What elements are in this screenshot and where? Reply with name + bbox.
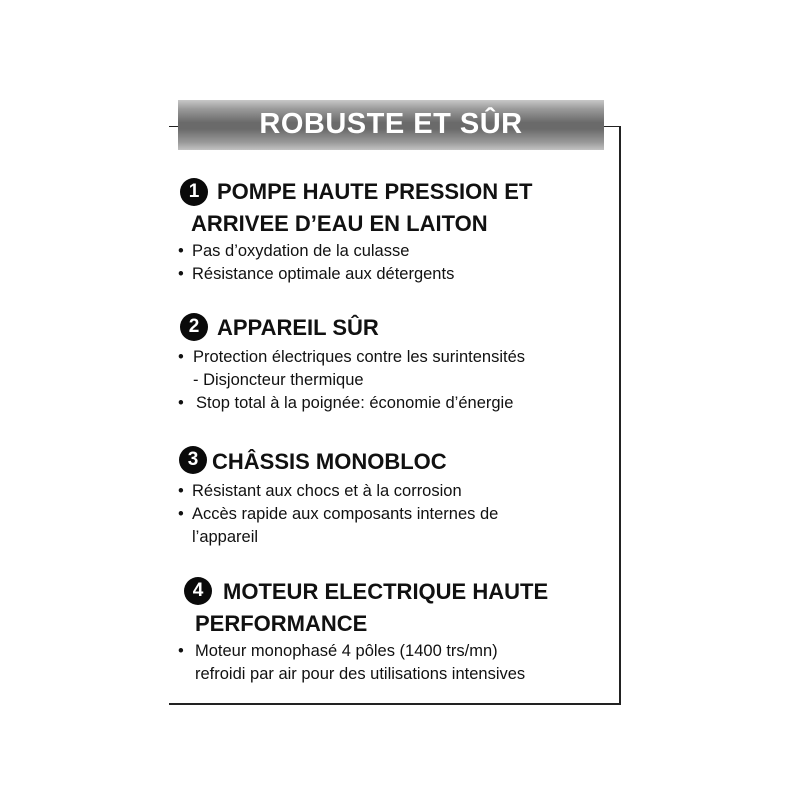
list-item: [176, 346, 616, 392]
heading-line-1: APPAREIL SÛR: [217, 315, 379, 340]
section-heading-row: [176, 176, 616, 240]
bullet-text: Accès rapide aux composants internes de: [192, 505, 499, 523]
bullet-text-continuation: - Disjoncteur thermique: [193, 371, 364, 389]
bullet-list: [176, 640, 616, 686]
frame-top-left-line: [169, 126, 178, 127]
bullet-text: Moteur monophasé 4 pôles (1400 trs/mn): [195, 642, 498, 660]
list-item: [176, 263, 616, 286]
title-banner: [178, 100, 604, 150]
heading-line-1: CHÂSSIS MONOBLOC: [212, 449, 447, 474]
bullet-icon: •: [178, 505, 184, 523]
heading-line-2: ARRIVEE D’EAU EN LAITON: [191, 211, 488, 236]
feature-section-4: [176, 576, 616, 686]
bullet-icon: •: [178, 482, 184, 500]
heading-line-1: POMPE HAUTE PRESSION ET: [217, 179, 533, 204]
heading-line-2: PERFORMANCE: [195, 611, 368, 636]
feature-section-2: [176, 312, 616, 415]
bullet-text: Résistance optimale aux détergents: [192, 265, 455, 283]
section-heading-row: [176, 312, 616, 344]
bullet-text: Protection électriques contre les surintensités: [193, 348, 525, 366]
number-badge-icon: 4: [184, 577, 212, 605]
bullet-text-continuation: l’appareil: [192, 528, 259, 546]
frame-bottom-line: [169, 703, 621, 705]
bullet-icon: •: [178, 265, 184, 283]
page-title: ROBUSTE ET SÛR: [259, 108, 523, 140]
heading-line-1: MOTEUR ELECTRIQUE HAUTE: [223, 579, 549, 604]
bullet-icon: •: [178, 394, 184, 412]
number-badge-icon: 3: [179, 446, 207, 474]
list-item: [176, 240, 616, 263]
list-item: [176, 503, 616, 549]
section-heading: [176, 576, 616, 640]
section-heading: [176, 312, 616, 344]
bullet-text: Résistant aux chocs et à la corrosion: [192, 482, 462, 500]
section-heading: [176, 446, 616, 478]
section-heading: [176, 176, 616, 240]
frame-right-line: [619, 126, 621, 704]
feature-section-1: [176, 176, 616, 286]
bullet-text-continuation: refroidi par air pour des utilisations intensives: [195, 665, 526, 683]
bullet-icon: •: [178, 242, 184, 260]
bullet-list: [176, 480, 616, 549]
feature-section-3: [176, 446, 616, 549]
list-item: [176, 640, 616, 686]
bullet-icon: •: [178, 642, 184, 660]
bullet-icon: •: [178, 348, 184, 366]
bullet-list: [176, 240, 616, 286]
section-heading-row: [176, 446, 616, 478]
bullet-text: Pas d’oxydation de la culasse: [192, 242, 410, 260]
list-item: [176, 392, 616, 415]
section-heading-row: [176, 576, 616, 640]
bullet-list: [176, 346, 616, 415]
number-badge-icon: 1: [180, 178, 208, 206]
list-item: [176, 480, 616, 503]
frame-top-right-line: [604, 126, 620, 127]
number-badge-icon: 2: [180, 313, 208, 341]
bullet-text: Stop total à la poignée: économie d’énergie: [196, 394, 514, 412]
